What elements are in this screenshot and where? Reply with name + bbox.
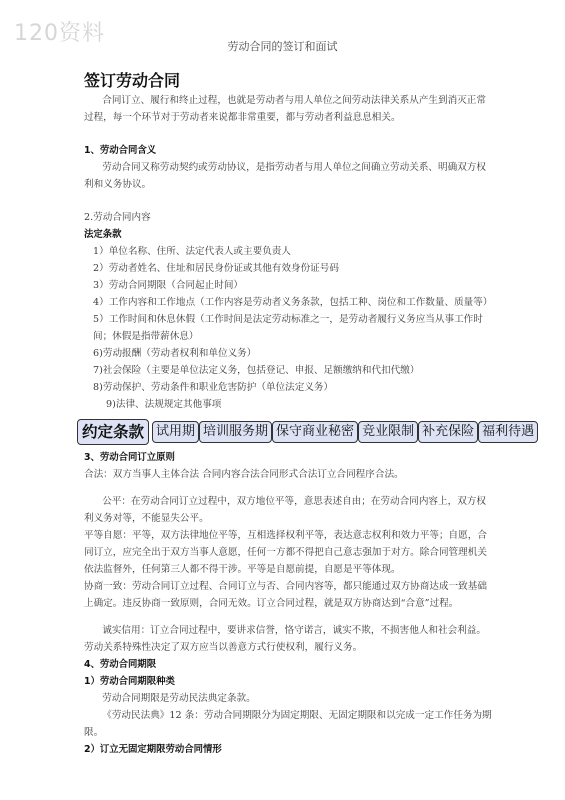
watermark: 120资料 [14, 21, 105, 46]
clause-item: 3）劳动合同期限（合同起止时间） [93, 280, 244, 291]
training-period-tag: 培训服务期 [199, 421, 272, 443]
intro-paragraph: 合同订立、履行和终止过程，也就是劳动者与用人单位之间劳动法律关系从产生到消灭正常过程，每一个环节对于劳动者来说都非常重要，都与劳动者利益息息相关。 [84, 95, 486, 123]
welfare-tag: 福利待遇 [478, 421, 538, 443]
principle-good-faith: 诚实信用：订立合同过程中，要讲求信誉，恪守诺言，诚实不欺，不损害他人和社会利益。劳动关系特殊性决定了双方应当以善意方式行使权利，履行义务。 [84, 625, 486, 653]
agreed-clauses-diagram [77, 419, 535, 445]
clause-item: 4）工作内容和工作地点（工作内容是劳动者义务条款，包括工种、岗位和工作数量、质量等） [93, 297, 493, 308]
principle-consensus: 协商一致：劳动合同订立过程、合同订立与否、合同内容等，都只能通过双方协商达成一致基础上确定。违反协商一致原则，合同无效。订立合同过程，就是双方协商达到“合意”过程。 [84, 581, 487, 609]
section-3-heading: 3、劳动合同订立原则 [84, 452, 175, 463]
main-heading: 签订劳动合同 [84, 71, 181, 90]
clause-item: 9)法律、法规规定其他事项 [106, 399, 222, 410]
principle-fair: 公平：在劳动合同订立过程中，双方地位平等，意思表述自由；在劳动合同内容上，双方权利义务对等，不能显失公平。 [84, 496, 486, 524]
principle-equal-voluntary: 平等自愿：平等，双方法律地位平等，互相选择权利平等，表达意志权利和效力平等；自愿，合同订立，应完全出于双方当事人意愿，任何一方都不得把自己意志强加于对方。除合同管理机关依法监督外，任何第三人都不得干涉。平等是自愿前提，自愿是平等体现。 [84, 530, 487, 575]
term-text-2: 《劳动民法典》12 条：劳动合同期限分为固定期限、无固定期限和以完成一定工作任务为期限。 [84, 710, 492, 738]
agreed-clauses-tag: 约定条款 [77, 419, 149, 445]
term-types-heading: 1）劳动合同期限种类 [84, 676, 175, 687]
section-1-heading: 1、劳动合同含义 [84, 145, 157, 156]
trade-secret-tag: 保守商业秘密 [272, 421, 358, 443]
section-1-text: 劳动合同又称劳动契约或劳动协议，是指劳动者与用人单位之间确立劳动关系、明确双方权利和义务协议。 [84, 162, 486, 190]
clause-item: 8)劳动保护、劳动条件和职业危害防护（单位法定义务） [93, 382, 334, 393]
document-body [82, 68, 535, 758]
non-compete-tag: 竞业限制 [358, 421, 418, 443]
section-4-heading: 4、劳动合同期限 [84, 659, 157, 670]
term-text-1: 劳动合同期限是劳动民法典定条款。 [102, 693, 256, 704]
clause-item: 7)社会保险（主要是单位法定义务，包括登记、申报、足额缴纳和代扣代缴） [93, 365, 420, 376]
document-title: 劳动合同的签订和面试 [227, 40, 338, 53]
principle-legal: 合法：双方当事人主体合法 合同内容合法合同形式合法订立合同程序合法。 [84, 469, 404, 480]
supplementary-insurance-tag: 补充保险 [418, 421, 478, 443]
open-ended-contract-heading: 2）订立无固定期限劳动合同情形 [84, 744, 222, 755]
clause-item: 6)劳动报酬（劳动者权利和单位义务） [93, 348, 257, 359]
clause-item: 5）工作时间和休息休假（工作时间是法定劳动标准之一，是劳动者履行义务应当从事工作时间；休假是指带薪休息） [93, 314, 483, 342]
statutory-clauses-heading: 法定条款 [84, 229, 122, 240]
section-2-heading: 2.劳动合同内容 [84, 212, 151, 223]
clause-item: 2）劳动者姓名、住址和居民身份证或其他有效身份证号码 [93, 263, 339, 274]
clause-item: 1）单位名称、住所、法定代表人或主要负责人 [93, 246, 291, 257]
probation-tag: 试用期 [152, 421, 199, 443]
